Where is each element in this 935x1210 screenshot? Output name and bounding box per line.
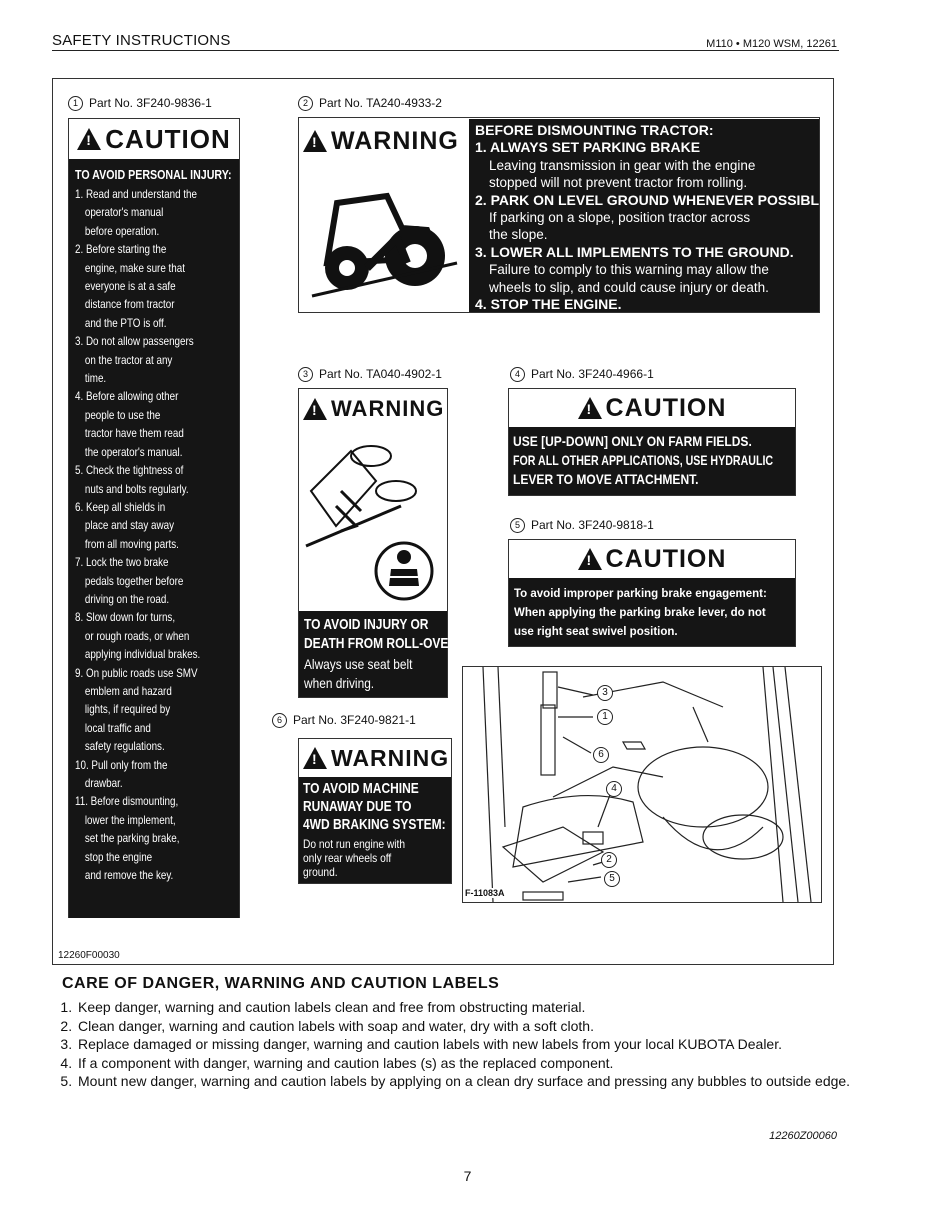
instruction-line: on the tractor at any: [84, 352, 173, 367]
callout-number: 2: [298, 96, 313, 111]
instruction-panel: USE [UP-DOWN] ONLY ON FARM FIELDS. FOR ALL OTHER APPLICATIONS, USE HYDRAULIC LEVER TO MOVE ATTACHMENT.: [509, 427, 795, 495]
instruction-line: 5. Check the tightness of: [75, 463, 184, 478]
caution-label-4: [508, 388, 796, 496]
care-item: 3. Replace damaged or missing danger, warning and caution labels with new labels from your local KUBOTA Dealer.: [76, 1035, 866, 1054]
instruction-list: [75, 185, 239, 884]
care-item: 2. Clean danger, warning and caution labels with soap and water, dry with a soft cloth.: [76, 1017, 866, 1036]
location-callout: 4: [606, 781, 622, 797]
instruction-line: lower the implement,: [84, 812, 176, 827]
instruction-line: 1. Read and understand the: [75, 187, 198, 201]
signal-header: [299, 389, 447, 429]
signal-word: WARNING: [331, 744, 450, 771]
alert-triangle-icon: [578, 548, 602, 570]
instruction-line: applying individual brakes.: [84, 647, 201, 662]
page-number: 7: [463, 1168, 472, 1184]
instruction-line: or rough roads, or when: [84, 628, 190, 643]
instruction-line: the operator's manual.: [84, 444, 183, 459]
instruction-line: distance from tractor: [84, 297, 175, 312]
instruction-line: engine, make sure that: [84, 260, 185, 275]
instruction-line: set the parking brake,: [84, 831, 180, 846]
instruction-panel: TO AVOID MACHINE RUNAWAY DUE TO 4WD BRAKING SYSTEM: Do not run engine with only rear wheels off ground.: [299, 777, 451, 883]
part-number-4: 4 Part No. 3F240-4966-1: [510, 367, 654, 382]
instruction-line: time.: [84, 371, 107, 386]
instruction-line: place and stay away: [84, 518, 175, 533]
location-callout: 6: [593, 747, 609, 763]
label-title: BEFORE DISMOUNTING TRACTOR:: [475, 122, 714, 138]
instruction-line: 11. Before dismounting,: [75, 794, 179, 809]
location-callout: 5: [604, 871, 620, 887]
instruction-panel: BEFORE DISMOUNTING TRACTOR: 1. ALWAYS SET PARKING BRAKE Leaving transmission in gear with the engine stopped will not prevent tractor from rolling. 2. PARK ON LEVEL GROUND WHENEVER POSSIBLE. If parking on a slope, position tractor across the slope. 3. LOWER ALL IMPLEMENTS TO THE GROUND. Failure to comply to this warning may allow the wheels to slip, and could cause injury or death. 4. STOP THE ENGINE.: [469, 119, 819, 312]
signal-header: [509, 389, 795, 427]
manual-reference: M110 • M120 WSM, 12261: [706, 38, 837, 50]
instruction-line: nuts and bolts regularly.: [84, 481, 189, 496]
instruction-line: emblem and hazard: [84, 683, 172, 698]
instruction-line: 8. Slow down for turns,: [75, 610, 176, 625]
signal-word: CAUTION: [605, 393, 727, 422]
label-location-figure: [462, 666, 822, 903]
figure-reference: 12260F00030: [58, 950, 120, 961]
part-number-5: 5 Part No. 3F240-9818-1: [510, 518, 654, 533]
care-item: 4. If a component with danger, warning and caution labes (s) as the replaced component.: [76, 1054, 866, 1073]
instruction-panel: [69, 159, 239, 918]
instruction-line: before operation.: [84, 223, 160, 238]
instruction-line: 2. Before starting the: [75, 242, 167, 257]
instruction-line: everyone is at a safe: [84, 279, 176, 294]
signal-header: [509, 540, 795, 578]
instruction-line: lights, if required by: [84, 702, 171, 717]
instruction-line: drawbar.: [84, 776, 123, 790]
instruction-line: 7. Lock the two brake: [75, 555, 169, 570]
instruction-line: stop the engine: [84, 849, 153, 864]
alert-triangle-icon: [303, 747, 327, 769]
care-item: 1. Keep danger, warning and caution labels clean and free from obstructing material.: [76, 998, 866, 1017]
section-title: SAFETY INSTRUCTIONS: [52, 32, 231, 49]
rollover-pictogram: [301, 431, 445, 606]
instruction-line: safety regulations.: [84, 739, 165, 754]
care-section-title: CARE OF DANGER, WARNING AND CAUTION LABELS: [62, 975, 500, 992]
signal-word: WARNING: [331, 126, 459, 155]
instruction-line: 10. Pull only from the: [75, 757, 168, 772]
instruction-line: pedals together before: [84, 573, 184, 588]
instruction-line: operator's manual: [84, 205, 164, 220]
figure-id: F-11083A: [465, 888, 505, 898]
instruction-line: and remove the key.: [84, 868, 174, 883]
callout-number: 6: [272, 713, 287, 728]
alert-triangle-icon: [303, 130, 327, 152]
care-reference: 12260Z00060: [769, 1130, 837, 1142]
instruction-line: driving on the road.: [84, 591, 170, 606]
care-item: 5. Mount new danger, warning and caution labels by applying on a clean dry surface and pressing any bubbles to outside edge.: [76, 1072, 866, 1091]
instruction-line: 9. On public roads use SMV: [75, 665, 198, 680]
part-number-6: 6 Part No. 3F240-9821-1: [272, 713, 416, 728]
callout-number: 3: [298, 367, 313, 382]
instruction-line: and the PTO is off.: [84, 315, 167, 330]
header-rule: [52, 50, 839, 51]
part-number-3: 3 Part No. TA040-4902-1: [298, 367, 442, 382]
instruction-line: 6. Keep all shields in: [75, 499, 166, 514]
warning-label-6: [298, 738, 452, 884]
location-callout: 2: [601, 852, 617, 868]
instruction-panel: To avoid improper parking brake engagement: When applying the parking brake lever, do not use right seat swivel position.: [509, 578, 795, 646]
callout-number: 5: [510, 518, 525, 533]
signal-header: [303, 122, 469, 160]
signal-header: [299, 739, 451, 777]
caution-label-5: [508, 539, 796, 647]
tractor-rollaway-pictogram: [307, 168, 462, 303]
instruction-panel: TO AVOID INJURY OR DEATH FROM ROLL-OVER: Always use seat belt when driving.: [299, 611, 447, 697]
callout-number: 4: [510, 367, 525, 382]
care-instructions-list: [52, 998, 866, 1091]
instruction-line: 4. Before allowing other: [75, 389, 179, 404]
alert-triangle-icon: [303, 398, 327, 420]
location-callout: 1: [597, 709, 613, 725]
part-number-2: 2 Part No. TA240-4933-2: [298, 96, 442, 111]
label-heading: TO AVOID PERSONAL INJURY:: [75, 167, 232, 182]
cab-interior-drawing: [463, 667, 821, 902]
instruction-line: local traffic and: [84, 720, 151, 735]
instruction-line: tractor have them read: [84, 426, 184, 441]
signal-word: CAUTION: [605, 544, 727, 573]
signal-word: WARNING: [331, 396, 445, 421]
alert-triangle-icon: [77, 128, 101, 150]
location-callout: 3: [597, 685, 613, 701]
instruction-line: 3. Do not allow passengers: [75, 334, 194, 349]
alert-triangle-icon: [578, 397, 602, 419]
caution-label-1: [68, 118, 240, 918]
instruction-line: from all moving parts.: [84, 536, 179, 551]
part-number-1: 1 Part No. 3F240-9836-1: [68, 96, 212, 111]
signal-header: [69, 119, 239, 159]
instruction-line: people to use the: [84, 407, 161, 422]
warning-label-2: [298, 117, 833, 313]
callout-number: 1: [68, 96, 83, 111]
warning-label-3: [298, 388, 462, 698]
signal-word: CAUTION: [105, 123, 231, 154]
